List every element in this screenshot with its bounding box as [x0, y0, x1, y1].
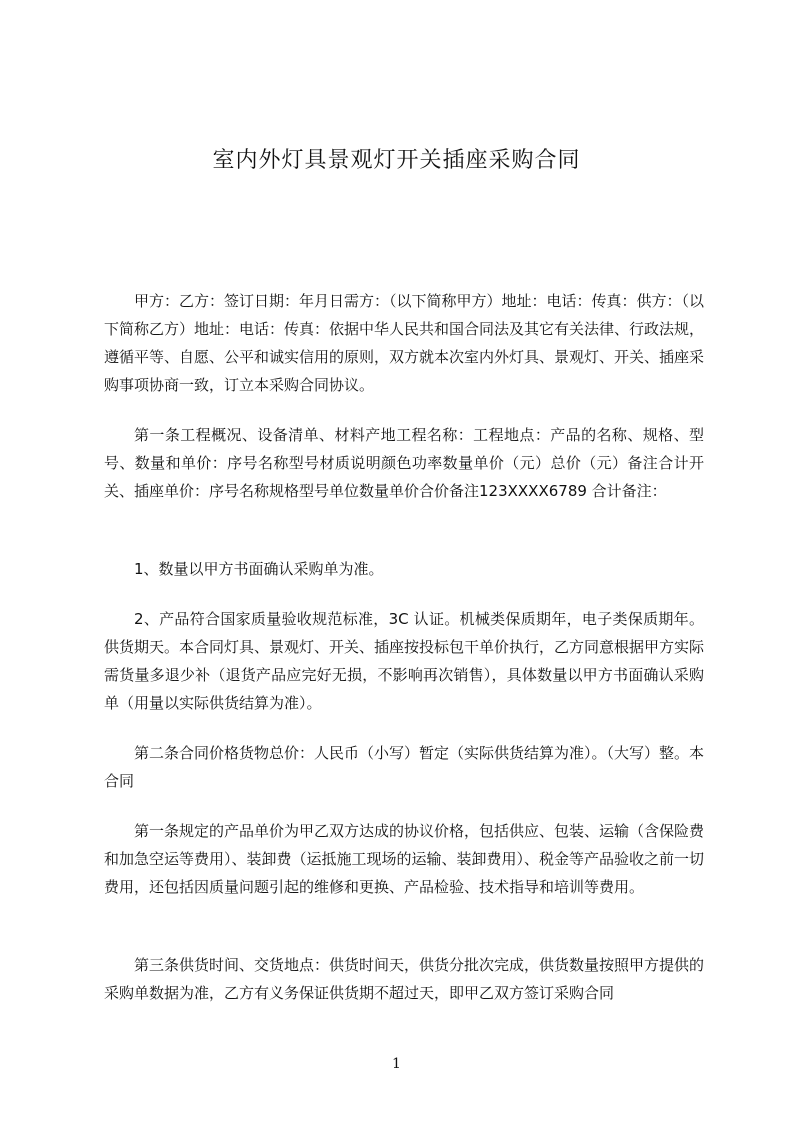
page-number: 1 [392, 1056, 401, 1072]
page-title: 室内外灯具景观灯开关插座采购合同 [212, 148, 581, 173]
paragraph-article-1: 第一条工程概况、设备清单、材料产地工程名称：工程地点：产品的名称、规格、型号、数量和单价：序号名称型号材质说明颜色功率数量单价（元）总价（元）备注合计开关、插座单价：序号名称规格型号单位数量单价合价备注123XXXX6789 合计备注： [104, 426, 704, 500]
paragraph-item-2: 2、产品符合国家质量验收规范标准，3C 认证。机械类保质期年，电子类保质期年。供货期天。本合同灯具、景观灯、开关、插座按投标包干单价执行，乙方同意根据甲方实际需货量多退少补（退货产品应完好无损，不影响再次销售），具体数量以甲方书面确认采购单（用量以实际供货结算为准）。 [104, 610, 705, 712]
paragraph-article-3: 第三条供货时间、交货地点：供货时间天，供货分批次完成，供货数量按照甲方提供的采购单数据为准，乙方有义务保证供货期不超过天，即甲乙双方签订采购合同 [104, 956, 705, 1002]
paragraph-parties: 甲方：乙方：签订日期：年月日需方：（以下简称甲方）地址：电话：传真：供方：（以下简称乙方）地址：电话：传真：依据中华人民共和国合同法及其它有关法律、行政法规，遵循平等、自愿、公平和诚实信用的原则，双方就本次室内外灯具、景观灯、开关、插座采购事项协商一致，订立本采购合同协议。 [104, 292, 705, 394]
paragraph-article-2: 第二条合同价格货物总价：人民币（小写）暂定（实际供货结算为准）。（大写）整。本合同 [104, 744, 705, 790]
paragraph-price-terms: 第一条规定的产品单价为甲乙双方达成的协议价格，包括供应、包装、运输（含保险费和加急空运等费用）、装卸费（运抵施工现场的运输、装卸费用）、税金等产品验收之前一切费用，还包括因质量问题引起的维修和更换、产品检验、技术指导和培训等费用。 [104, 822, 705, 896]
paragraph-item-1: 1、数量以甲方书面确认采购单为准。 [134, 560, 384, 578]
